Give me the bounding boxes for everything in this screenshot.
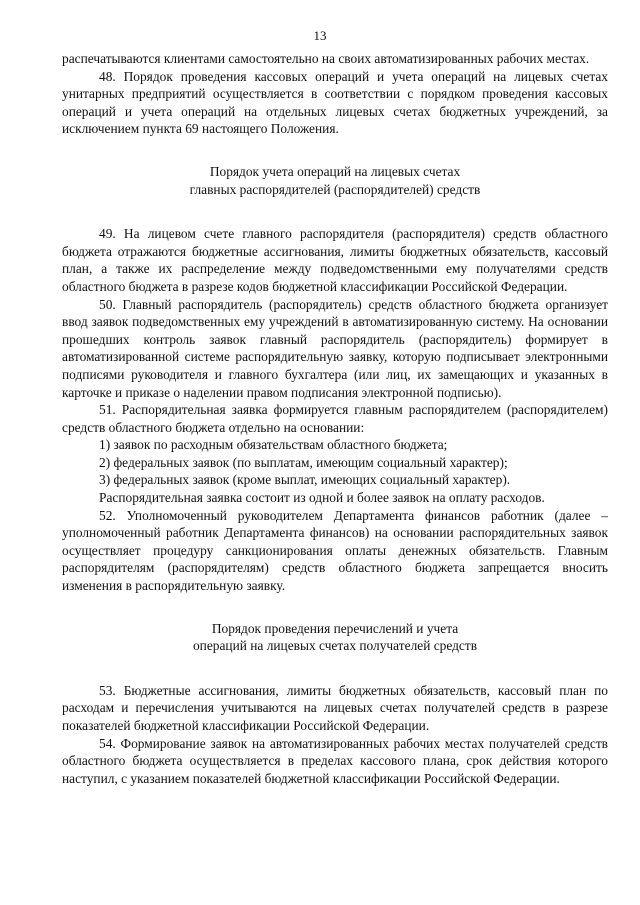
document-body — [62, 50, 608, 787]
paragraph-52: 52. Уполномоченный руководителем Департамента финансов работник (далее – уполномоченный работник Департамента финансов) на основании распорядительных заявок осуществляет процедуру санкционирования оплаты денежных обязательств. Главным распорядителям (распорядителям) средств областного бюджета запрещается вносить изменения в распорядительную заявку. — [62, 507, 608, 594]
list-item-1: 1) заявок по расходным обязательствам областного бюджета; — [99, 437, 448, 453]
list-item-2: 2) федеральных заявок (по выплатам, имеющим социальный характер); — [99, 454, 508, 470]
paragraph-49: 49. На лицевом счете главного распорядителя (распорядителя) средств областного бюджета отражаются бюджетные ассигнования, лимиты бюджетных обязательств, кассовый план, а также их распределение между подведомственными ему получателями средств областного бюджета в разрезе кодов бюджетной классификации Российской Федерации. — [62, 226, 608, 294]
paragraph-50: 50. Главный распорядитель (распорядитель) средств областного бюджета организует ввод заявок подведомственных ему учреждений в автоматизированную систему. На основании прошедших контроль заявок главный распорядитель (распорядитель) формирует в автоматизированной системе распорядительную заявку, которую подписывает электронными подписями руководителя и главного бухгалтера (или лиц, их замещающих и указанных в карточке и приказе о наделении правом подписания электронной подписью). — [62, 296, 608, 400]
page-number: 13 — [313, 28, 327, 43]
paragraph-51-note: Распорядительная заявка состоит из одной и более заявок на оплату расходов. — [99, 490, 545, 506]
paragraph-53: 53. Бюджетные ассигнования, лимиты бюджетных обязательств, кассовый план по расходам и перечисления учитываются на лицевых счетах получателей средств в разрезе показателей бюджетной классификации Российской Федерации. — [62, 682, 608, 733]
heading-line: главных распорядителей (распорядителей) средств — [189, 181, 481, 197]
heading-line: операций на лицевых счетах получателей средств — [192, 638, 478, 654]
heading-line: Порядок проведения перечислений и учета — [211, 620, 459, 636]
paragraph-48: 48. Порядок проведения кассовых операций и учета операций на лицевых счетах унитарных предприятий осуществляется в соответствии с порядком проведения кассовых операций и учета операций на отдельных лицевых счетах бюджетных учреждений, за исключением пункта 69 настоящего Положения. — [62, 68, 608, 137]
heading-line: Порядок учета операций на лицевых счетах — [209, 163, 461, 179]
paragraph-51: 51. Распорядительная заявка формируется главным распорядителем (распорядителем) средств областного бюджета отдельно на основании: — [62, 402, 608, 435]
section-heading-recipient-accounts — [62, 620, 608, 655]
list-item-3: 3) федеральных заявок (кроме выплат, имеющих социальный характер). — [99, 472, 511, 488]
paragraph-continuation: распечатываются клиентами самостоятельно на своих автоматизированных рабочих местах. — [62, 51, 590, 66]
section-heading-accounts-of-managers — [62, 163, 608, 198]
paragraph-54: 54. Формирование заявок на автоматизированных рабочих местах получателей средств областного бюджета осуществляется в пределах кассового плана, срок действия которого наступил, с указанием показателей бюджетной классификации Российской Федерации. — [62, 735, 608, 786]
